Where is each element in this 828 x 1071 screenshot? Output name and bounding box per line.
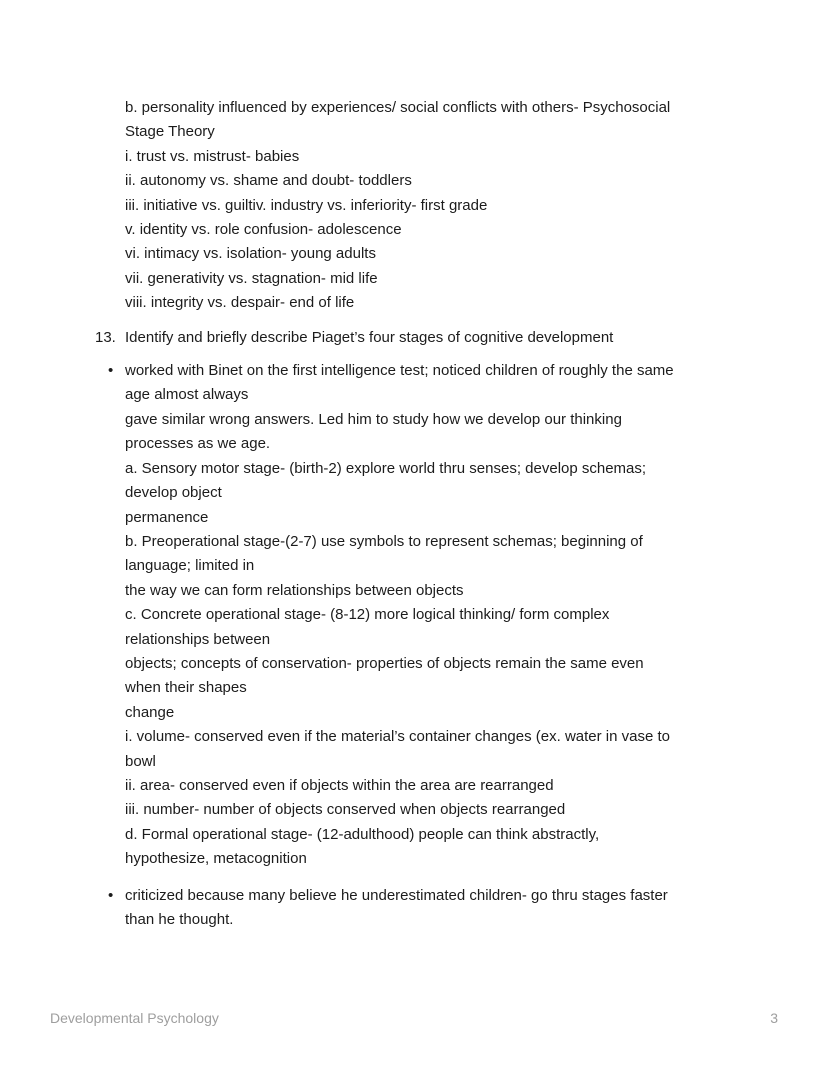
text-line: v. identity vs. role confusion- adolescence — [125, 221, 402, 239]
text-line: vii. generativity vs. stagnation- mid life — [125, 269, 378, 287]
bullet-item-piaget-criticism — [108, 884, 775, 933]
text-line: language; limited in — [125, 557, 255, 575]
text-line: worked with Binet on the first intelligence test; noticed children of roughly the same — [125, 362, 674, 380]
text-line: Stage Theory — [125, 123, 215, 141]
page-footer — [50, 1008, 778, 1028]
text-line: iii. number- number of objects conserved when objects rearranged — [125, 801, 566, 819]
paragraph-psychosocial-stages — [125, 96, 775, 316]
text-line: processes as we age. — [125, 435, 271, 453]
text-line: iii. initiative vs. guiltiv. industry vs. inferiority- first grade — [125, 196, 488, 214]
text-line: i. trust vs. mistrust- babies — [125, 147, 300, 165]
bullet-icon: • — [108, 886, 114, 904]
text-line: criticized because many believe he underestimated children- go thru stages faster — [125, 886, 668, 904]
footer-page-number: 3 — [770, 1010, 778, 1026]
numbered-item-13 — [95, 326, 775, 350]
footer-document-title: Developmental Psychology — [50, 1010, 219, 1026]
text-line: than he thought. — [125, 911, 234, 928]
text-line: b. personality influenced by experiences/ social conflicts with others- Psychosocial — [125, 99, 671, 116]
text-line: relationships between — [125, 630, 271, 648]
text-line: bowl — [125, 752, 156, 770]
text-line: b. Preoperational stage-(2-7) use symbols to represent schemas; beginning of — [125, 532, 643, 550]
text-line: ii. autonomy vs. shame and doubt- toddlers — [125, 172, 412, 190]
text-line: change — [125, 703, 175, 721]
bullet-item-text — [125, 359, 775, 872]
text-line: d. Formal operational stage- (12-adulthood) people can think abstractly, — [125, 825, 600, 843]
text-line: permanence — [125, 508, 209, 526]
text-line: c. Concrete operational stage- (8-12) more logical thinking/ form complex — [125, 606, 610, 624]
text-line: develop object — [125, 484, 222, 502]
text-line: ii. area- conserved even if objects within the area are rearranged — [125, 776, 554, 794]
text-line: when their shapes — [125, 679, 247, 697]
text-line: i. volume- conserved even if the material’s container changes (ex. water in vase to — [125, 728, 670, 746]
text-line: the way we can form relationships between objects — [125, 581, 464, 599]
text-line: hypothesize, metacognition — [125, 850, 307, 868]
numbered-item-text: Identify and briefly describe Piaget’s four stages of cognitive development — [125, 328, 614, 346]
bullet-icon: • — [108, 362, 114, 380]
text-line: gave similar wrong answers. Led him to study how we develop our thinking — [125, 410, 622, 428]
text-line: age almost always — [125, 386, 249, 404]
text-line: a. Sensory motor stage- (birth-2) explore world thru senses; develop schemas; — [125, 459, 647, 477]
bullet-item-piaget-stages — [108, 359, 775, 872]
text-line: vi. intimacy vs. isolation- young adults — [125, 245, 376, 263]
bullet-item-text — [125, 884, 775, 933]
text-line: objects; concepts of conservation- properties of objects remain the same even — [125, 654, 644, 672]
text-line: viii. integrity vs. despair- end of life — [125, 294, 355, 312]
document-content — [95, 96, 775, 944]
list-number: 13. — [95, 328, 116, 346]
